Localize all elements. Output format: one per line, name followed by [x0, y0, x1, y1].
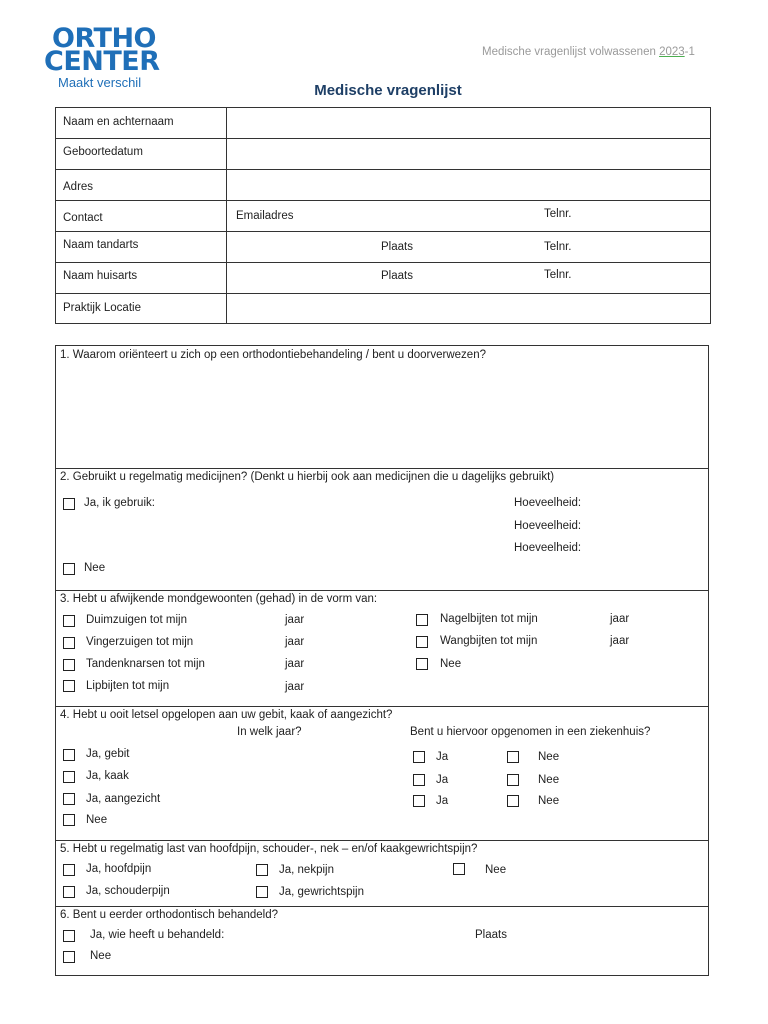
question-1 [55, 345, 709, 469]
q2-no-label: Nee [84, 562, 106, 574]
row-gp [56, 263, 710, 294]
q1-text: 1. Waarom oriënteert u zich op een orthodontiebehandeling / bent u doorverwezen? [60, 349, 486, 361]
name-field[interactable] [227, 108, 709, 138]
q3-text: 3. Hebt u afwijkende mondgewoonten (gehad) in de vorm van: [60, 593, 378, 605]
q4-face-label: Ja, aangezicht [86, 793, 161, 805]
q4-teeth-label: Ja, gebit [86, 748, 130, 760]
label-contact-phone: Telnr. [544, 208, 572, 220]
label-name: Naam en achternaam [63, 116, 174, 128]
q3-nail-label: Nagelbijten tot mijn [440, 613, 538, 625]
q4-no-checkbox[interactable] [63, 814, 75, 826]
q5-headache-label: Ja, hoofdpijn [86, 863, 152, 875]
label-dob: Geboortedatum [63, 146, 143, 158]
q4-text: 4. Hebt u ooit letsel opgelopen aan uw gebit, kaak of aangezicht? [60, 709, 393, 721]
q4-hospital-no-2-label: Nee [538, 774, 560, 786]
q2-yes-checkbox[interactable] [63, 498, 75, 510]
q4-face-checkbox[interactable] [63, 793, 75, 805]
label-dentist-phone: Telnr. [544, 241, 572, 253]
question-2 [55, 469, 709, 591]
row-address [56, 170, 710, 201]
q3-finger-year: jaar [285, 636, 305, 648]
label-dentist: Naam tandarts [63, 239, 139, 251]
q3-nail-checkbox[interactable] [416, 614, 428, 626]
row-dob [56, 139, 710, 170]
q2-yes-label: Ja, ik gebruik: [84, 497, 155, 509]
q4-hospital-yes-3-checkbox[interactable] [413, 795, 425, 807]
q2-amount-1: Hoeveelheid: [514, 497, 582, 509]
row-name [56, 108, 710, 139]
q4-hospital-yes-1-checkbox[interactable] [413, 751, 425, 763]
q2-no-checkbox[interactable] [63, 563, 75, 575]
doc-ref-prefix: Medische vragenlijst volwassenen [482, 46, 660, 58]
label-location: Praktijk Locatie [63, 302, 141, 314]
q6-place-label: Plaats [475, 929, 507, 941]
q5-shoulder-label: Ja, schouderpijn [86, 885, 170, 897]
label-email: Emailadres [236, 210, 294, 222]
row-location [56, 294, 710, 324]
label-gp-place: Plaats [381, 270, 413, 282]
q6-no-checkbox[interactable] [63, 951, 75, 963]
address-field[interactable] [227, 170, 709, 200]
q4-which-year: In welk jaar? [237, 726, 302, 738]
q5-headache-checkbox[interactable] [63, 864, 75, 876]
q3-cheek-year: jaar [610, 635, 630, 647]
q4-hospital-no-3-label: Nee [538, 795, 560, 807]
q3-finger-label: Vingerzuigen tot mijn [86, 636, 194, 648]
q5-joint-label: Ja, gewrichtspijn [279, 886, 365, 898]
logo-tagline: Maakt verschil [58, 75, 142, 90]
q3-lip-checkbox[interactable] [63, 680, 75, 692]
row-contact [56, 201, 710, 232]
q2-amount-2: Hoeveelheid: [514, 520, 582, 532]
q6-yes-label: Ja, wie heeft u behandeld: [90, 929, 225, 941]
location-field[interactable] [227, 294, 709, 323]
q3-grind-year: jaar [285, 658, 305, 670]
q3-no-checkbox[interactable] [416, 658, 428, 670]
row-dentist [56, 232, 710, 263]
q3-thumb-checkbox[interactable] [63, 615, 75, 627]
question-6 [55, 907, 709, 976]
q4-jaw-checkbox[interactable] [63, 771, 75, 783]
q5-shoulder-checkbox[interactable] [63, 886, 75, 898]
q4-jaw-label: Ja, kaak [86, 770, 129, 782]
q3-cheek-checkbox[interactable] [416, 636, 428, 648]
q4-hospital-yes-2-checkbox[interactable] [413, 774, 425, 786]
q4-hospital-no-1-label: Nee [538, 751, 560, 763]
q4-hospital-no-1-checkbox[interactable] [507, 751, 519, 763]
q3-grind-label: Tandenknarsen tot mijn [86, 658, 205, 670]
label-contact: Contact [63, 212, 103, 224]
logo-center: CENTER [44, 46, 160, 77]
q4-hospital-question: Bent u hiervoor opgenomen in een ziekenhuis? [410, 726, 651, 738]
q1-answer-area[interactable] [60, 368, 700, 464]
q6-no-label: Nee [90, 950, 112, 962]
page-title: Medische vragenlijst [314, 82, 462, 99]
q6-yes-checkbox[interactable] [63, 930, 75, 942]
logo-ortho: ORTHO [52, 23, 156, 54]
q4-hospital-yes-3-label: Ja [436, 795, 449, 807]
q2-amount-3: Hoeveelheid: [514, 542, 582, 554]
q3-lip-year: jaar [285, 681, 305, 693]
question-3 [55, 591, 709, 707]
q3-nail-year: jaar [610, 613, 630, 625]
q5-text: 5. Hebt u regelmatig last van hoofdpijn, schouder-, nek – en/of kaakgewrichtspijn? [60, 843, 478, 855]
label-gp: Naam huisarts [63, 270, 138, 282]
q3-thumb-label: Duimzuigen tot mijn [86, 614, 187, 626]
q4-teeth-checkbox[interactable] [63, 749, 75, 761]
q3-thumb-year: jaar [285, 614, 305, 626]
q5-no-label: Nee [485, 864, 507, 876]
q2-text: 2. Gebruikt u regelmatig medicijnen? (Denkt u hierbij ook aan medicijnen die u dagelijks gebruikt) [60, 471, 555, 483]
personal-info-table [55, 107, 711, 324]
q5-neck-label: Ja, nekpijn [279, 864, 334, 876]
document-reference [482, 46, 695, 58]
label-gp-phone: Telnr. [544, 269, 572, 281]
q4-hospital-no-3-checkbox[interactable] [507, 795, 519, 807]
q4-no-label: Nee [86, 814, 108, 826]
q6-text: 6. Bent u eerder orthodontisch behandeld? [60, 909, 279, 921]
q3-lip-label: Lipbijten tot mijn [86, 680, 170, 692]
q3-finger-checkbox[interactable] [63, 637, 75, 649]
info-divider [226, 108, 227, 324]
question-4 [55, 707, 709, 841]
q5-joint-checkbox[interactable] [256, 886, 268, 898]
doc-ref-suffix: -1 [684, 46, 695, 58]
dob-field[interactable] [227, 139, 709, 169]
question-5 [55, 841, 709, 907]
label-dentist-place: Plaats [381, 241, 413, 253]
label-address: Adres [63, 181, 94, 193]
q3-cheek-label: Wangbijten tot mijn [440, 635, 538, 647]
q5-neck-checkbox[interactable] [256, 864, 268, 876]
q3-no-label: Nee [440, 658, 462, 670]
q3-grind-checkbox[interactable] [63, 659, 75, 671]
doc-ref-year: 2023 [659, 46, 685, 58]
q4-hospital-no-2-checkbox[interactable] [507, 774, 519, 786]
q4-hospital-yes-1-label: Ja [436, 751, 449, 763]
q5-no-checkbox[interactable] [453, 863, 465, 875]
q4-hospital-yes-2-label: Ja [436, 774, 449, 786]
